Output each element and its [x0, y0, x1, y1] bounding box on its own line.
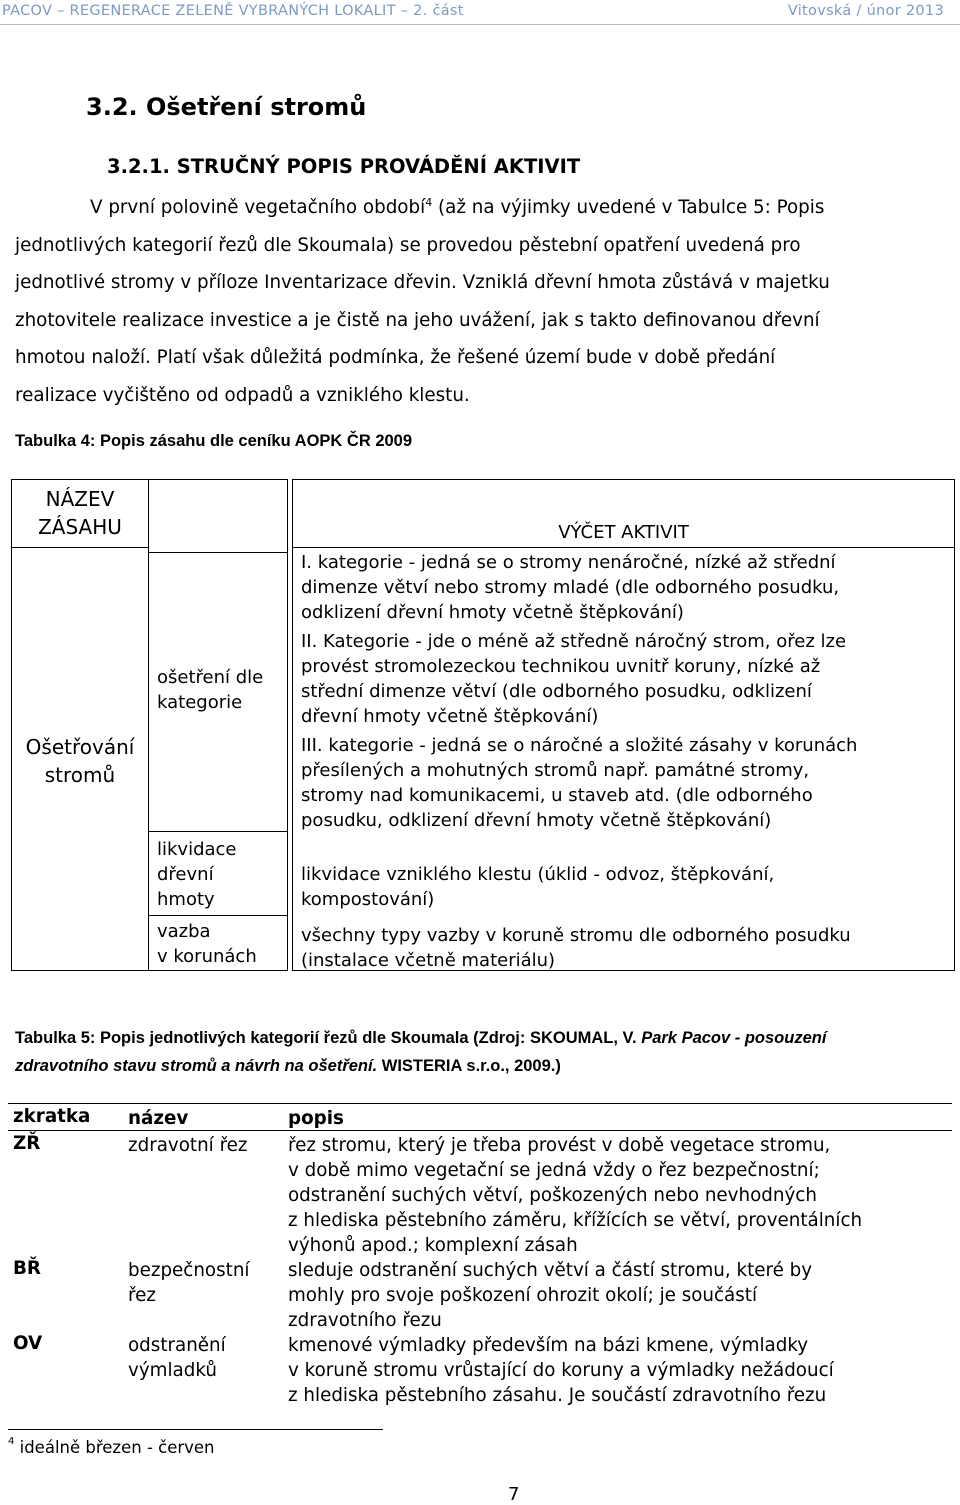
table5-desc [288, 1258, 944, 1333]
body-paragraph [15, 184, 945, 414]
footnote [8, 1438, 215, 1457]
cell-text: střední dimenze větví (dle odborného posudku, odklizení [301, 681, 812, 702]
table5-name: bezpečnostní řez [128, 1260, 250, 1306]
desc-line: zdravotního řezu [288, 1310, 442, 1331]
cell-text: likvidace vzniklého klestu (úklid - odvoz, štěpkování, [301, 864, 775, 885]
table5-caption-line1 [15, 1029, 826, 1048]
table5-header: zkratka [13, 1106, 91, 1127]
desc-line: v době mimo vegetační se jedná vždy o řez bezpečnostní; [288, 1160, 820, 1181]
table5-top-rule [8, 1103, 952, 1104]
paragraph-line: V první polovině vegetačního období [90, 197, 426, 219]
table4-divider [149, 831, 287, 832]
footnote-text: ideálně březen - červen [14, 1438, 215, 1457]
cell-text: posudku, odklizení dřevní hmoty včetně štěpkování) [301, 810, 772, 831]
table4-category-3 [301, 733, 857, 833]
cell-text: dimenze větví nebo stromy mladé (dle odborného posudku, [301, 577, 840, 598]
paragraph-line: zhotovitele realizace investice a je čistě na jeho uvážení, jak s takto definovanou dřevní [15, 309, 820, 331]
cell-text: přesílených a mohutných stromů např. památné stromy, [301, 760, 810, 781]
table5-header: popis [288, 1108, 344, 1129]
desc-line: z hlediska pěstebního záměru, křížících se větví, proventálních [288, 1210, 863, 1231]
cell-text: stromů [44, 763, 116, 787]
paragraph-line: jednotlivých kategorií řezů dle Skoumala) se provedou pěstební opatření uvedená pro [15, 234, 801, 256]
table4-col1-border [11, 479, 149, 971]
cell-text: II. Kategorie - jde o méně až středně náročný strom, ořez lze [301, 631, 847, 652]
desc-line: výhonů apod.; komplexní zásah [288, 1235, 578, 1256]
table4-row2-label [157, 837, 237, 912]
table4-header-name [11, 485, 149, 541]
desc-line: kmenové výmladky především na bázi kmene, výmladky [288, 1335, 809, 1356]
table4-category-2 [301, 629, 846, 729]
footnote-rule [8, 1429, 383, 1430]
table4-header-activities: VÝČET AKTIVIT [558, 522, 689, 543]
paragraph-line: hmotou naloží. Platí však důležitá podmínka, že řešené území bude v době předání [15, 347, 776, 369]
table5-abbr: ZŘ [13, 1133, 41, 1154]
desc-line: řez stromu, který je třeba provést v době vegetace stromu, [288, 1135, 831, 1156]
cell-text: hmoty [157, 889, 215, 910]
paragraph-line: jednotlivé stromy v příloze Inventarizace dřevin. Vzniklá dřevní hmota zůstává v majetku [15, 272, 830, 294]
header-text: ZÁSAHU [38, 515, 122, 539]
cell-text: kompostování) [301, 889, 435, 910]
cell-text: vazba [157, 921, 211, 942]
table5-abbr: BŘ [13, 1258, 42, 1279]
caption-italic: zdravotního stavu stromů a návrh na ošetření. [15, 1057, 378, 1075]
caption-italic: Park Pacov - posouzení [641, 1029, 827, 1047]
table4-category-1 [301, 550, 839, 625]
cell-text: odklizení dřevní hmoty včetně štěpkování) [301, 602, 684, 623]
table4 [11, 479, 955, 971]
table4-row2-desc [301, 862, 774, 912]
table5-caption-line2 [15, 1057, 561, 1076]
header-title: PACOV – REGENERACE ZELENĚ VYBRANÝCH LOKALIT – 2. část [2, 3, 464, 19]
cell-text: kategorie [157, 692, 243, 713]
table5-desc [288, 1133, 944, 1258]
cell-text: Ošetřování [25, 735, 135, 759]
cell-text: provést stromolezeckou technikou uvnitř koruny, nízké až [301, 656, 821, 677]
section-heading: 3.2. Ošetření stromů [86, 93, 367, 121]
table5-desc [288, 1333, 944, 1408]
table4-divider [287, 479, 288, 971]
paragraph-line: (až na výjimky uvedené v Tabulce 5: Popis [432, 197, 825, 219]
table5-header: název [128, 1108, 189, 1129]
table4-divider [149, 552, 287, 553]
paragraph-line: realizace vyčištěno od odpadů a vzniklého klestu. [15, 384, 470, 406]
table5-name: odstranění výmladků [128, 1335, 226, 1381]
footnote-ref: 4 [425, 196, 433, 209]
cell-text: dřevní [157, 864, 214, 885]
desc-line: z hlediska pěstebního zásahu. Je součástí zdravotního řezu [288, 1385, 827, 1406]
table5-name: zdravotní řez [128, 1135, 248, 1156]
caption-text: WISTERIA s.r.o., 2009.) [377, 1057, 561, 1075]
footnote-mark: 4 [8, 1436, 15, 1447]
caption-text: Tabulka 5: Popis jednotlivých kategorií řezů dle Skoumala (Zdroj: SKOUMAL, V. [15, 1029, 642, 1047]
header-author-date: Vitovská / únor 2013 [787, 3, 944, 19]
table4-row3-label [157, 919, 257, 969]
desc-line: odstranění suchých větví, poškozených nebo nevhodných [288, 1185, 817, 1206]
page-header [0, 0, 960, 25]
desc-line: mohly pro svoje poškození ohrozit okolí; je součástí [288, 1285, 758, 1306]
desc-line: v koruně stromu vrůstající do koruny a výmladky nežádoucí [288, 1360, 834, 1381]
cell-text: stromy nad komunikacemi, u staveb atd. (dle odborného [301, 785, 813, 806]
cell-text: (instalace včetně materiálu) [301, 950, 556, 971]
cell-text: I. kategorie - jedná se o stromy nenáročné, nízké až střední [301, 552, 836, 573]
table5-abbr: OV [13, 1333, 43, 1354]
table4-divider [292, 547, 955, 548]
cell-text: dřevní hmoty včetně štěpkování) [301, 706, 599, 727]
cell-text: všechny typy vazby v koruně stromu dle odborného posudku [301, 925, 851, 946]
cell-text: likvidace [157, 839, 237, 860]
table4-row1-label [157, 665, 263, 715]
table4-row3-desc [301, 923, 851, 973]
cell-text: ošetření dle [157, 667, 264, 688]
page-number: 7 [508, 1484, 520, 1505]
header-text: NÁZEV [45, 487, 115, 511]
desc-line: sleduje odstranění suchých větví a částí stromu, které by [288, 1260, 813, 1281]
cell-text: III. kategorie - jedná se o náročné a složité zásahy v korunách [301, 735, 858, 756]
table4-divider [149, 915, 287, 916]
cell-text: v korunách [157, 946, 257, 967]
table4-intervention-name [11, 733, 149, 789]
table4-divider [11, 547, 149, 548]
table4-caption: Tabulka 4: Popis zásahu dle ceníku AOPK ČR 2009 [15, 432, 413, 450]
subsection-heading: 3.2.1. STRUČNÝ POPIS PROVÁDĚNÍ AKTIVIT [107, 155, 581, 178]
